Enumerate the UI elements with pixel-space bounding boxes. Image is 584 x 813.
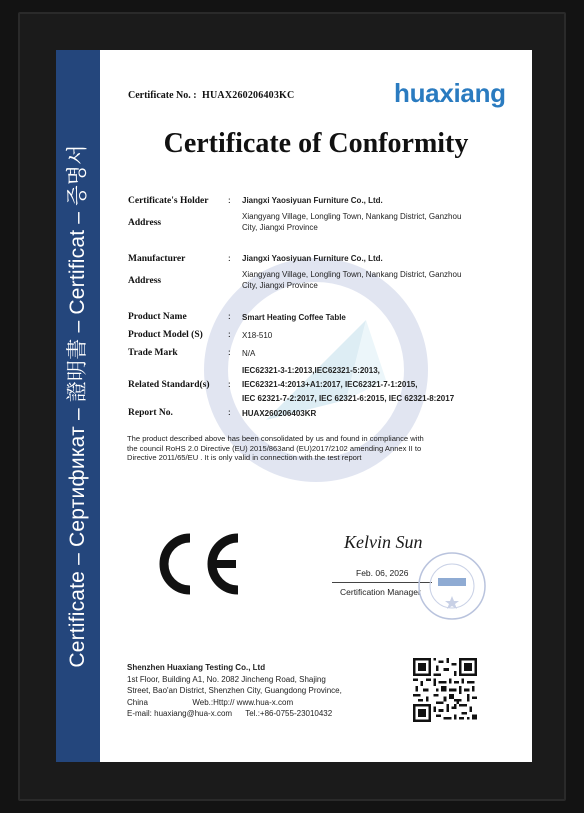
compliance-statement <box>127 434 521 463</box>
company-name: Shenzhen Huaxiang Testing Co., Ltd <box>127 663 266 672</box>
compliance-line-2: the council RoHS 2.0 Directive (EU) 2015/863and (EU)2017/2102 amending Annex II to <box>127 443 422 453</box>
product-model-value: X18-510 <box>242 331 273 340</box>
trade-mark-label: Trade Mark <box>128 348 178 358</box>
product-name-value: Smart Heating Coffee Table <box>242 313 346 322</box>
standards-line2: IEC62321-4:2013+A1:2017, IEC62321-7-1:2015, <box>242 380 418 389</box>
certificate-no-value: HUAX260206403KC <box>202 90 295 101</box>
compliance-line-1: The product described above has been consolidated by us and found in compliance with <box>127 434 424 443</box>
holder-colon: : <box>228 196 231 206</box>
side-band <box>56 50 100 762</box>
holder-value: Jiangxi Yaosiyuan Furniture Co., Ltd. <box>242 196 383 205</box>
standards-line1: IEC62321-3-1:2013,IEC62321-5:2013, <box>242 366 380 375</box>
ce-mark-icon <box>152 532 244 596</box>
manufacturer-address-label: Address <box>128 276 162 286</box>
report-no-label: Report No. <box>128 408 173 418</box>
holder-address-line1: Xiangyang Village, Longling Town, Nankang District, Ganzhou <box>242 212 462 221</box>
signature-date: Feb. 06, 2026 <box>356 568 409 578</box>
manufacturer-label: Manufacturer <box>128 254 186 264</box>
report-no-value: HUAX260206403KR <box>242 409 317 418</box>
report-no-colon: : <box>228 408 231 418</box>
company-address-line2: Street, Bao'an District, Shenzhen City, Guangdong Province, <box>127 686 342 695</box>
company-contact-line: E-mail: huaxiang@hua-x.com Tel.:+86-0755-23010432 <box>127 709 333 718</box>
manufacturer-value: Jiangxi Yaosiyuan Furniture Co., Ltd. <box>242 254 383 263</box>
product-model-colon: : <box>228 330 231 340</box>
holder-address-line2: City, Jiangxi Province <box>242 223 318 232</box>
company-info <box>127 662 342 720</box>
manufacturer-address-line2: City, Jiangxi Province <box>242 281 318 290</box>
standards-label: Related Standard(s) <box>128 380 210 390</box>
holder-address-label: Address <box>128 218 162 228</box>
company-seal-stamp <box>416 550 488 622</box>
qr-code-icon <box>413 658 477 722</box>
product-name-colon: : <box>228 312 231 322</box>
huaxiang-logo: huaxiang <box>394 78 506 108</box>
certificate-title: Certificate of Conformity <box>163 128 469 159</box>
trade-mark-colon: : <box>228 348 231 358</box>
holder-label: Certificate's Holder <box>128 196 209 206</box>
manufacturer-colon: : <box>228 254 231 264</box>
product-name-label: Product Name <box>128 312 187 322</box>
side-band-text: Certificate – Сертификат – 證明書 – Certificat – 증명서 <box>66 144 89 668</box>
company-address-line3: China Web.:Http:// www.hua-x.com <box>127 697 294 707</box>
signature-script: Kelvin Sun <box>344 532 423 552</box>
company-address-line1: 1st Floor, Building A1, No. 2082 Jincheng Road, Shajing <box>127 674 326 684</box>
compliance-line-3: Directive 2011/65/EU . It is only valid in connection with the test report <box>127 453 362 463</box>
certificate-no-label: Certificate No. : <box>128 90 197 101</box>
standards-line3: IEC 62321-7-2:2017, IEC 62321-6:2015, IEC 62321-8:2017 <box>242 394 455 403</box>
trade-mark-value: N/A <box>242 349 256 358</box>
product-model-label: Product Model (S) <box>128 330 203 340</box>
signature-role: Certification Manager <box>340 587 421 597</box>
manufacturer-address-line1: Xiangyang Village, Longling Town, Nankang District, Ganzhou <box>242 270 462 279</box>
standards-colon: : <box>228 380 231 390</box>
certificate-paper <box>56 50 532 762</box>
